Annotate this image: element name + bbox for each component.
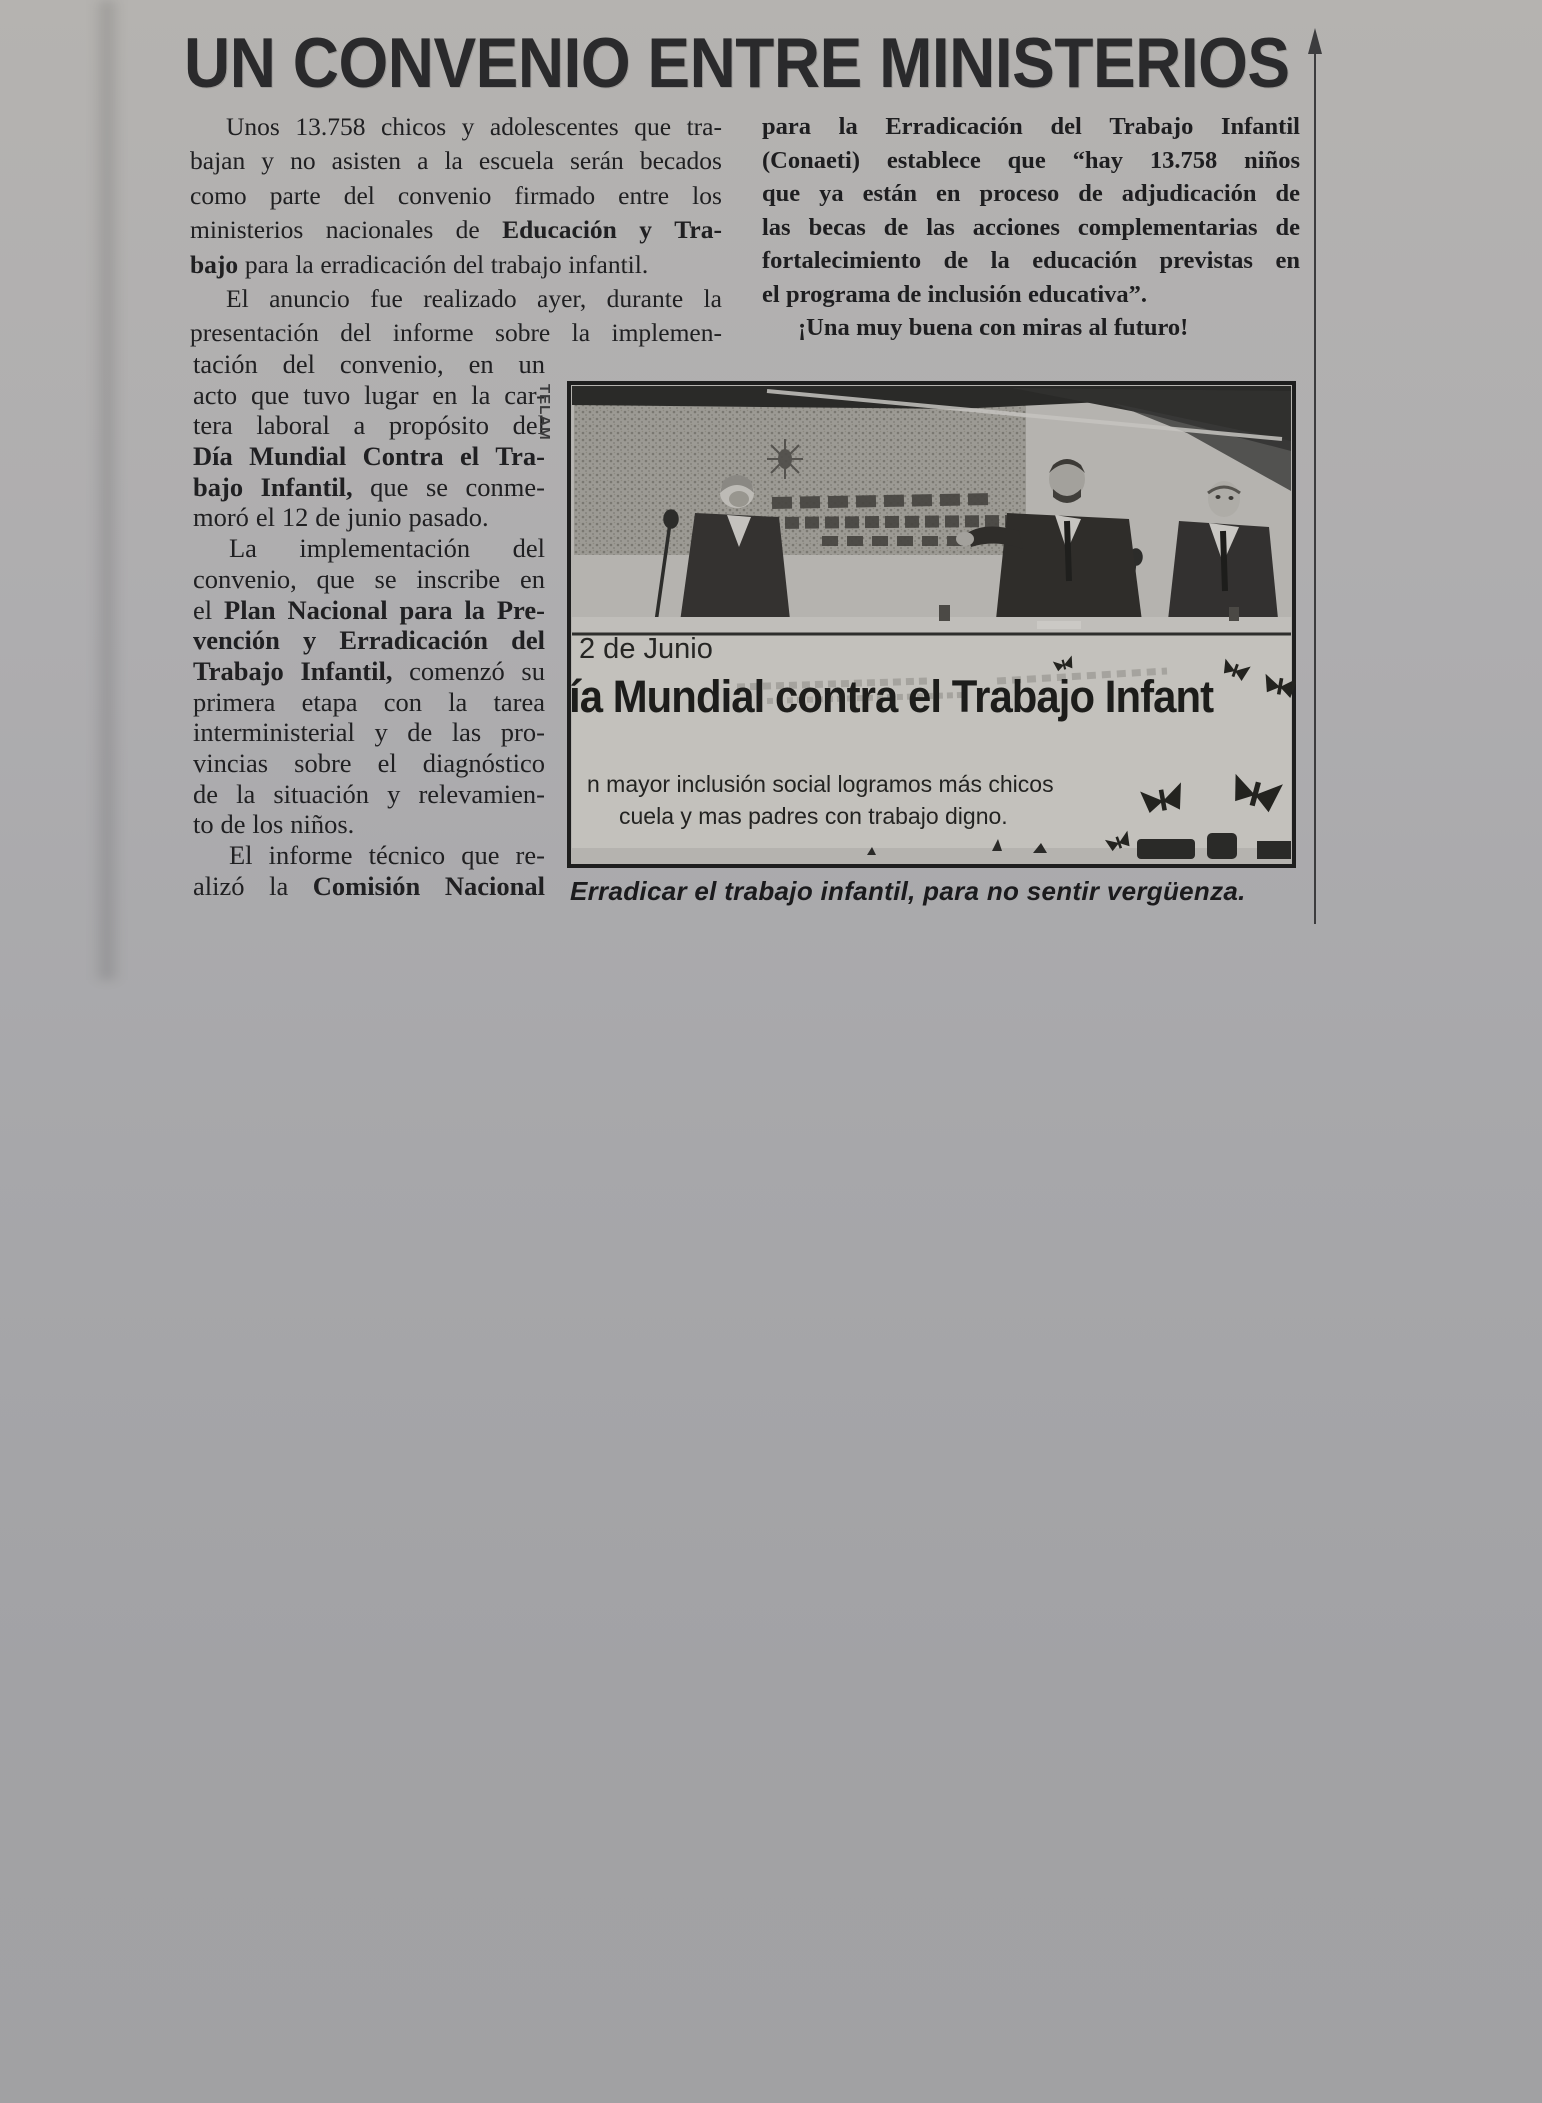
text-line: como parte del convenio firmado entre los bbox=[190, 180, 722, 210]
text-line: ministerios nacionales de Educación y Tra- bbox=[190, 215, 722, 245]
text-line: primera etapa con la tarea bbox=[193, 686, 545, 717]
text-line: alizó la Comisión Nacional bbox=[193, 870, 545, 901]
article-column-left-top bbox=[190, 112, 722, 353]
photo-banner-date: 2 de Junio bbox=[579, 633, 713, 665]
text-line: bajo para la erradicación del trabajo infantil. bbox=[190, 249, 649, 279]
text-line: (Conaeti) establece que “hay 13.758 niños bbox=[762, 146, 1300, 174]
text-line: que ya están en proceso de adjudicación de bbox=[762, 180, 1300, 207]
text-line: de la situación y relevamien- bbox=[193, 778, 545, 809]
text-line: vención y Erradicación del bbox=[193, 625, 545, 656]
text-line: fortalecimiento de la educación previstas en bbox=[762, 247, 1300, 274]
article-column-left-narrow bbox=[193, 349, 545, 901]
text-line: Día Mundial Contra el Tra- bbox=[193, 441, 545, 472]
text-line: El anuncio fue realizado ayer, durante la bbox=[226, 283, 722, 313]
text-line: bajan y no asisten a la escuela serán becados bbox=[190, 146, 722, 176]
text-line: acto que tuvo lugar en la car- bbox=[193, 379, 545, 410]
text-line: el programa de inclusión educativa”. bbox=[762, 280, 1148, 308]
text-line: La implementación del bbox=[229, 533, 545, 564]
text-line: el Plan Nacional para la Pre- bbox=[193, 594, 545, 625]
photo-banner-title: ía Mundial contra el Trabajo Infant bbox=[569, 671, 1214, 722]
photo-caption: Erradicar el trabajo infantil, para no sentir vergüenza. bbox=[570, 876, 1246, 906]
article-headline: UN CONVENIO ENTRE MINISTERIOS bbox=[184, 23, 1290, 103]
scan-fold-shadow bbox=[92, 0, 122, 980]
text-line: Trabajo Infantil, comenzó su bbox=[193, 655, 545, 686]
text-line: El informe técnico que re- bbox=[229, 840, 545, 870]
text-line: Unos 13.758 chicos y adolescentes que tra- bbox=[226, 112, 722, 141]
text-line: para la Erradicación del Trabajo Infantil bbox=[762, 113, 1300, 140]
news-photo bbox=[567, 381, 1296, 868]
text-line: convenio, que se inscribe en bbox=[193, 563, 545, 594]
text-line: vincias sobre el diagnóstico bbox=[193, 747, 545, 778]
text-line: tación del convenio, en un bbox=[193, 349, 545, 379]
article-column-right bbox=[762, 113, 1300, 348]
photo-credit: TELAM bbox=[536, 384, 553, 441]
text-line: moró el 12 de junio pasado. bbox=[193, 502, 489, 533]
margin-arrow-icon bbox=[1308, 28, 1322, 54]
text-line: ¡Una muy buena con miras al futuro! bbox=[798, 314, 1189, 341]
text-line: tera laboral a propósito del bbox=[193, 410, 545, 441]
text-line: las becas de las acciones complementarias de bbox=[762, 213, 1300, 241]
text-line: presentación del informe sobre la implemen- bbox=[190, 318, 722, 348]
margin-annotation-line bbox=[1314, 52, 1316, 924]
text-line: interministerial y de las pro- bbox=[193, 717, 545, 748]
photo-banner-subline-2: cuela y mas padres con trabajo digno. bbox=[619, 803, 1008, 829]
text-line: bajo Infantil, que se conme- bbox=[193, 471, 545, 502]
text-line: to de los niños. bbox=[193, 809, 355, 840]
photo-banner-subline-1: n mayor inclusión social logramos más chicos bbox=[587, 771, 1054, 797]
